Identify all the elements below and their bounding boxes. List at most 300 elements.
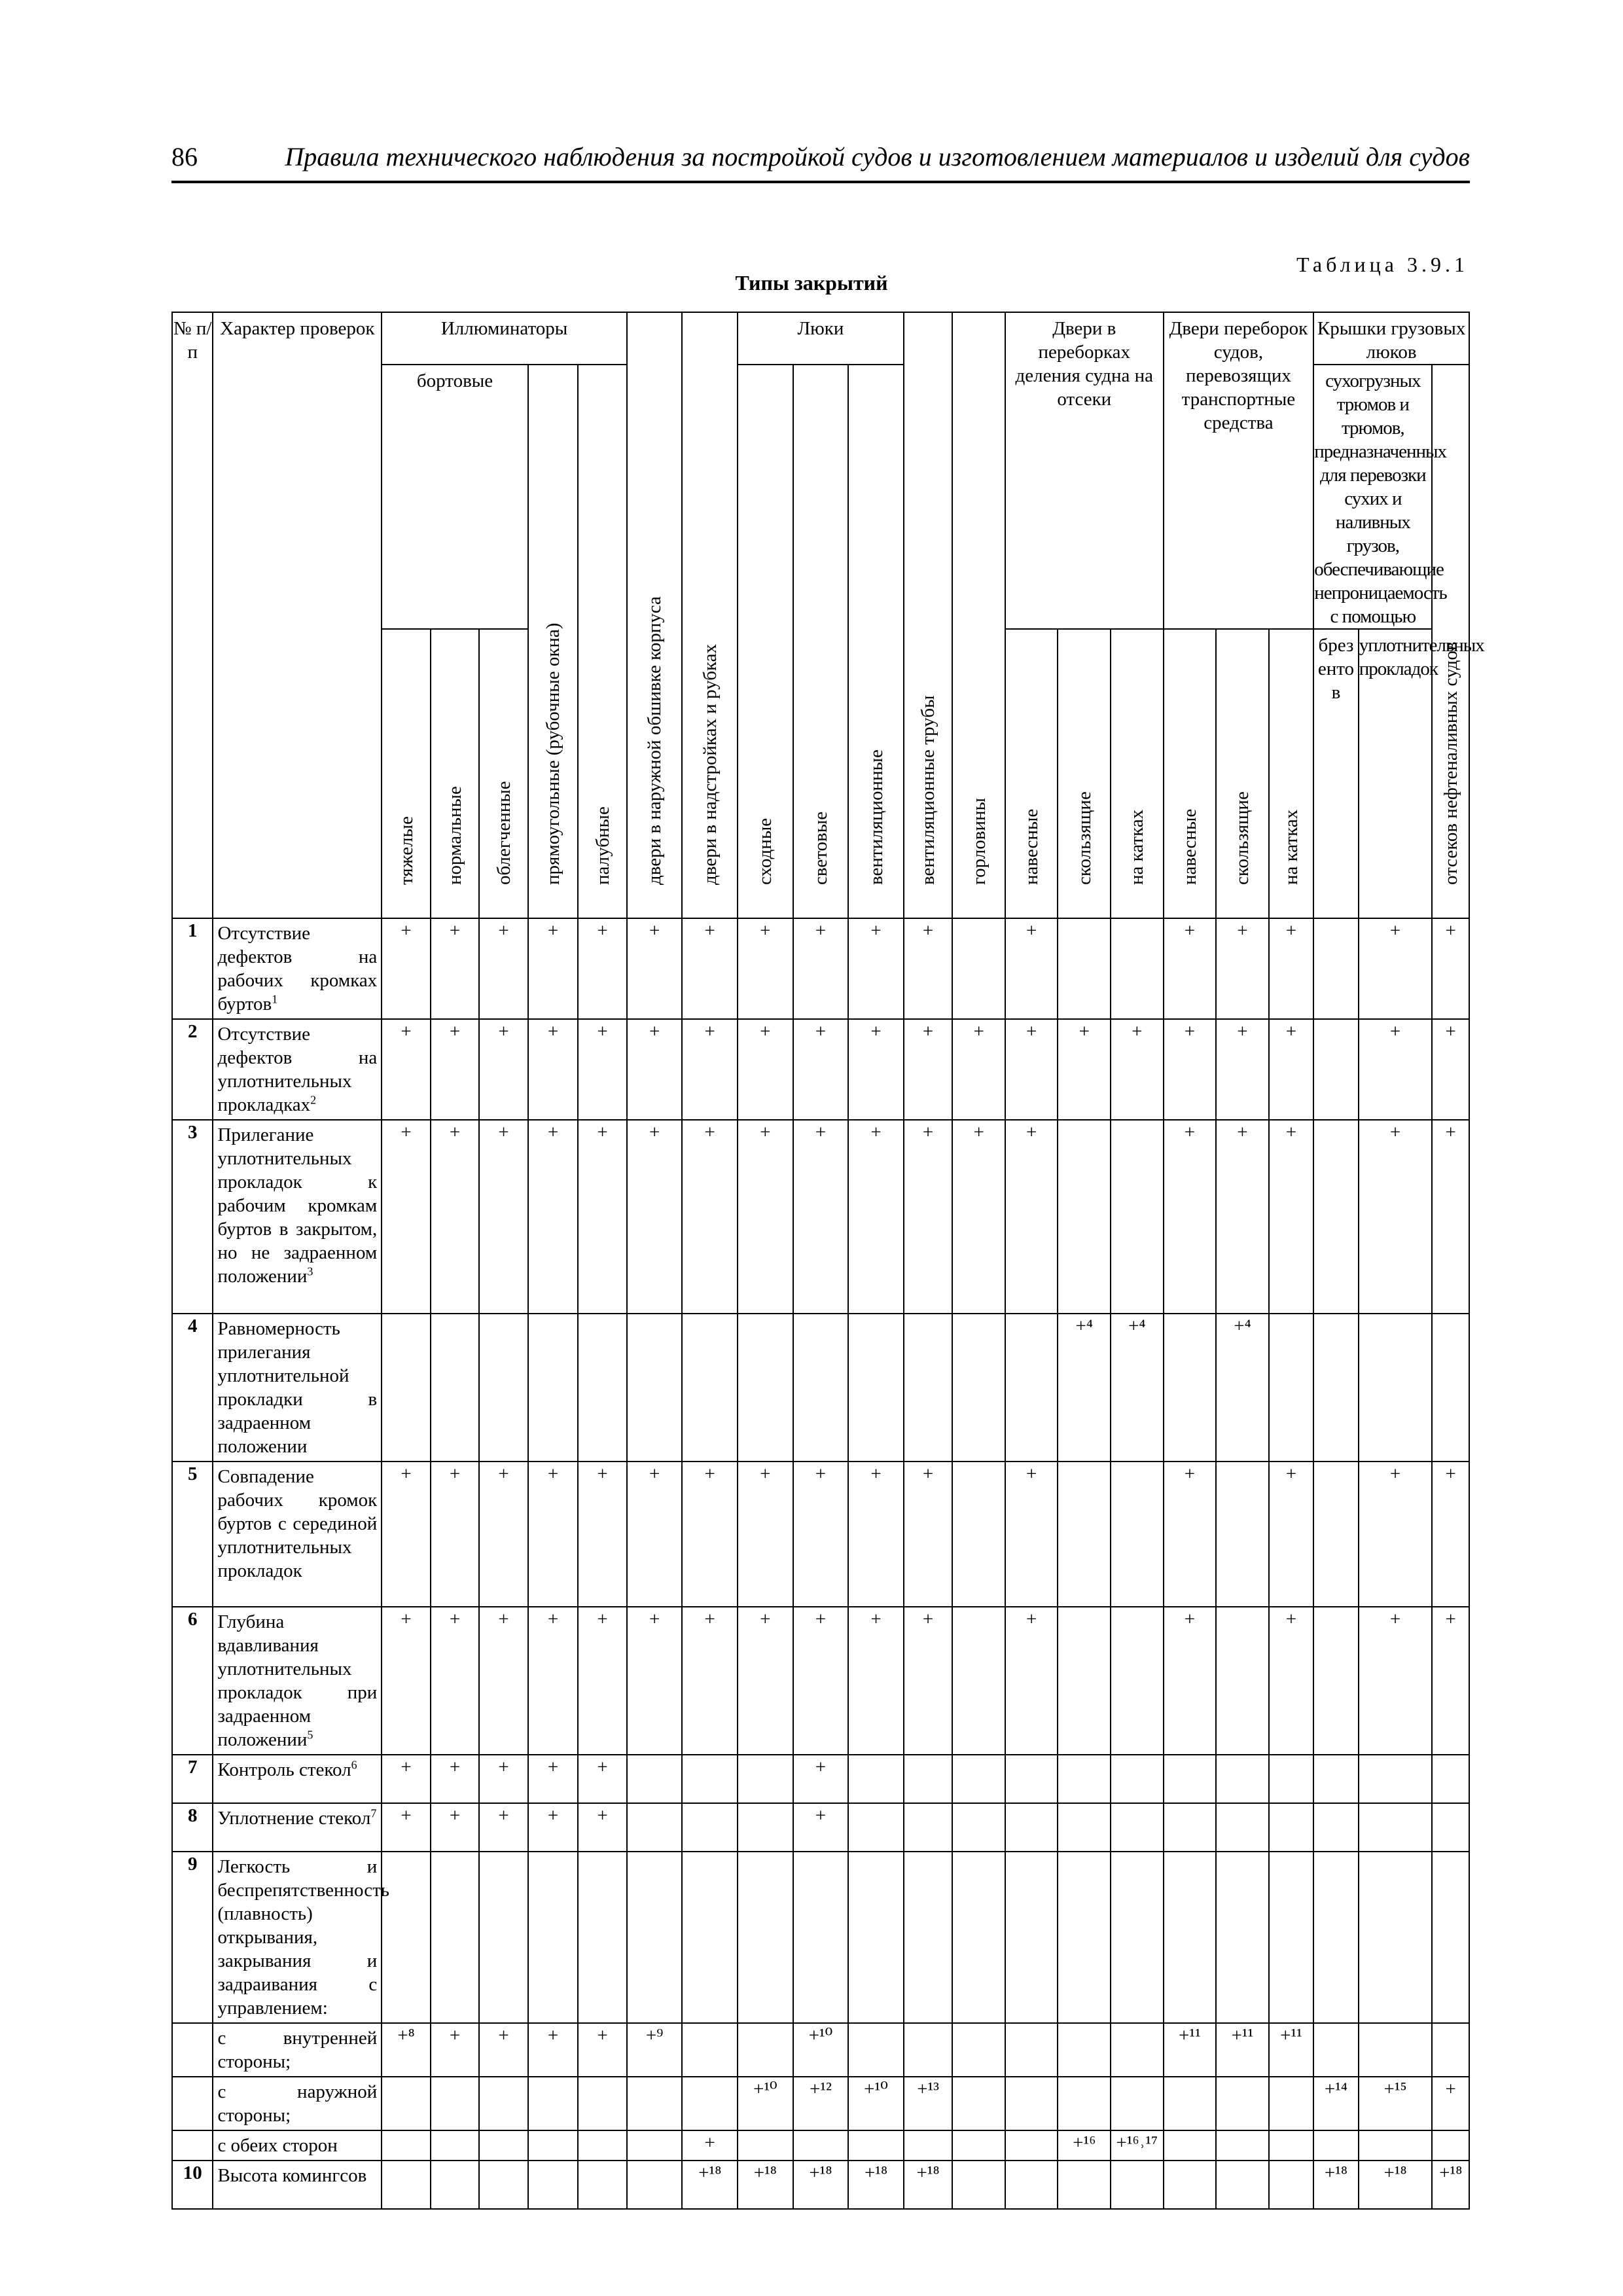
- mark-cell: [952, 1755, 1005, 1803]
- table-row: [172, 1755, 1469, 1803]
- row-number: [172, 2023, 213, 2077]
- mark-cell: [382, 1852, 431, 2023]
- mark-cell: +¹⁰: [793, 2023, 849, 2077]
- table-row: [172, 2023, 1469, 2077]
- mark-cell: [952, 2077, 1005, 2130]
- table-row: [172, 1607, 1469, 1755]
- mark-cell: [952, 2130, 1005, 2161]
- col-rolling-2: на катках: [1269, 629, 1313, 918]
- mark-cell: [1111, 918, 1164, 1019]
- mark-cell: +⁴: [1058, 1314, 1111, 1462]
- col-no: № п/п: [172, 312, 213, 918]
- mark-cell: [382, 2077, 431, 2130]
- mark-cell: [848, 1755, 904, 1803]
- col-deck: палубные: [578, 365, 627, 918]
- mark-cell: [1216, 1755, 1269, 1803]
- row-number: 2: [172, 1019, 213, 1120]
- mark-cell: +: [1216, 1120, 1269, 1314]
- table-label: Таблица 3.9.1: [1296, 253, 1469, 276]
- mark-cell: +: [1005, 1607, 1058, 1755]
- mark-cell: [738, 2130, 793, 2161]
- mark-cell: [904, 1803, 953, 1852]
- row-check-text: Легкость и беспрепятственность (плавность) открывания, закрывания и задраивания с управлением:: [213, 1852, 382, 2023]
- mark-cell: [904, 1314, 953, 1462]
- mark-cell: [1216, 1462, 1269, 1607]
- mark-cell: +: [1005, 1120, 1058, 1314]
- mark-cell: +: [479, 1462, 528, 1607]
- mark-cell: [848, 1852, 904, 2023]
- mark-cell: [431, 2130, 480, 2161]
- mark-cell: +: [904, 1462, 953, 1607]
- mark-cell: [1313, 1607, 1358, 1755]
- mark-cell: +: [793, 1120, 849, 1314]
- mark-cell: +: [528, 1120, 579, 1314]
- mark-cell: [1111, 1755, 1164, 1803]
- mark-cell: +: [1164, 1462, 1217, 1607]
- table-row: [172, 1462, 1469, 1607]
- mark-cell: [1005, 2023, 1058, 2077]
- mark-cell: +: [431, 1462, 480, 1607]
- mark-cell: +: [1269, 1462, 1313, 1607]
- mark-cell: +: [1269, 918, 1313, 1019]
- mark-cell: +: [793, 1462, 849, 1607]
- mark-cell: [1111, 1120, 1164, 1314]
- mark-cell: [578, 2077, 627, 2130]
- mark-cell: +¹⁸: [793, 2161, 849, 2209]
- closures-table: [171, 312, 1484, 2210]
- col-tarpaulin: брезентов: [1313, 629, 1358, 918]
- mark-cell: +¹³: [904, 2077, 953, 2130]
- mark-cell: +: [431, 1607, 480, 1755]
- mark-cell: [1058, 918, 1111, 1019]
- row-check-text: Контроль стекол$^6$: [213, 1755, 382, 1803]
- row-check-text: с обеих сторон: [213, 2130, 382, 2161]
- mark-cell: +: [431, 2023, 480, 2077]
- mark-cell: +: [793, 918, 849, 1019]
- table-row: [172, 1803, 1469, 1852]
- mark-cell: +: [1359, 1120, 1433, 1314]
- mark-cell: [627, 2077, 683, 2130]
- mark-cell: +: [904, 1019, 953, 1120]
- table-row: [172, 1314, 1469, 1462]
- mark-cell: [1432, 1755, 1469, 1803]
- mark-cell: +: [1432, 2077, 1469, 2130]
- mark-cell: [1432, 1314, 1469, 1462]
- mark-cell: [1313, 1852, 1358, 2023]
- mark-cell: [682, 1803, 738, 1852]
- mark-cell: +: [479, 1803, 528, 1852]
- table-row: [172, 1852, 1469, 2023]
- mark-cell: [431, 2161, 480, 2209]
- mark-cell: +⁴: [1216, 1314, 1269, 1462]
- table-row: [172, 2077, 1469, 2130]
- mark-cell: +¹⁸: [904, 2161, 953, 2209]
- mark-cell: [952, 2023, 1005, 2077]
- mark-cell: +: [479, 2023, 528, 2077]
- mark-cell: [479, 2130, 528, 2161]
- row-number: 10: [172, 2161, 213, 2209]
- mark-cell: +: [1216, 1019, 1269, 1120]
- row-number: 1: [172, 918, 213, 1019]
- mark-cell: [952, 1314, 1005, 1462]
- mark-cell: [1432, 2130, 1469, 2161]
- mark-cell: [578, 2161, 627, 2209]
- mark-cell: [1216, 1803, 1269, 1852]
- mark-cell: +¹⁸: [1432, 2161, 1469, 2209]
- mark-cell: [627, 1852, 683, 2023]
- mark-cell: +: [848, 1462, 904, 1607]
- mark-cell: [528, 2130, 579, 2161]
- mark-cell: +: [627, 1019, 683, 1120]
- mark-cell: +: [627, 1607, 683, 1755]
- mark-cell: +: [1359, 1462, 1433, 1607]
- mark-cell: +: [528, 1019, 579, 1120]
- col-gaskets: уплотнительных прокладок: [1359, 629, 1433, 918]
- mark-cell: +: [738, 918, 793, 1019]
- page-number: 86: [171, 142, 198, 171]
- col-dry-holds: сухогрузных трюмов и трюмов, предназначенных для перевозки сухих и наливных грузов, обеспечивающие непроницаемость с помощью: [1313, 365, 1432, 629]
- mark-cell: [952, 1607, 1005, 1755]
- mark-cell: [1111, 2077, 1164, 2130]
- mark-cell: +: [479, 918, 528, 1019]
- mark-cell: [1313, 1120, 1358, 1314]
- mark-cell: [904, 2130, 953, 2161]
- mark-cell: [382, 2130, 431, 2161]
- mark-cell: +⁹: [627, 2023, 683, 2077]
- mark-cell: [738, 1755, 793, 1803]
- col-skylight: световые: [793, 365, 849, 918]
- mark-cell: [627, 1314, 683, 1462]
- header-row-1: [172, 312, 1469, 365]
- mark-cell: [1216, 2077, 1269, 2130]
- running-title: Правила технического наблюдения за постройкой судов и изготовлением материалов и изделий для судов: [285, 142, 1470, 171]
- mark-cell: +: [431, 1803, 480, 1852]
- mark-cell: [682, 2077, 738, 2130]
- mark-cell: [904, 1852, 953, 2023]
- mark-cell: +: [578, 918, 627, 1019]
- mark-cell: +: [682, 1607, 738, 1755]
- mark-cell: +: [627, 918, 683, 1019]
- mark-cell: [1164, 2130, 1217, 2161]
- col-vent-pipes: вентиляционные трубы: [904, 312, 953, 918]
- mark-cell: [682, 1755, 738, 1803]
- mark-cell: +: [738, 1607, 793, 1755]
- mark-cell: [1164, 1803, 1217, 1852]
- mark-cell: +: [1164, 1019, 1217, 1120]
- mark-cell: +: [904, 1607, 953, 1755]
- mark-cell: +: [904, 918, 953, 1019]
- row-number: 7: [172, 1755, 213, 1803]
- mark-cell: +: [682, 1462, 738, 1607]
- mark-cell: [682, 2023, 738, 2077]
- mark-cell: [682, 1314, 738, 1462]
- mark-cell: +: [793, 1607, 849, 1755]
- mark-cell: [738, 1803, 793, 1852]
- mark-cell: +: [793, 1803, 849, 1852]
- mark-cell: [1313, 1019, 1358, 1120]
- col-doors-hull: двери в наружной обшивке корпуса: [627, 312, 683, 918]
- mark-cell: +: [848, 918, 904, 1019]
- table-row: [172, 1120, 1469, 1314]
- row-check-text: Отсутствие дефектов на рабочих кромках буртов$^1$: [213, 918, 382, 1019]
- mark-cell: [627, 2161, 683, 2209]
- col-side: бортовые: [382, 365, 528, 629]
- mark-cell: [1111, 1803, 1164, 1852]
- col-manholes: горловины: [952, 312, 1005, 918]
- mark-cell: +¹⁰: [738, 2077, 793, 2130]
- mark-cell: +¹⁸: [1313, 2161, 1358, 2209]
- mark-cell: +: [528, 1607, 579, 1755]
- mark-cell: [793, 1314, 849, 1462]
- mark-cell: +: [848, 1120, 904, 1314]
- row-check-text: Высота комингсов: [213, 2161, 382, 2209]
- mark-cell: +: [578, 1462, 627, 1607]
- mark-cell: [1005, 2130, 1058, 2161]
- col-light: облегченные: [479, 629, 528, 918]
- mark-cell: +: [528, 2023, 579, 2077]
- row-check-text: Совпадение рабочих кромок буртов с серединой уплотнительных прокладок: [213, 1462, 382, 1607]
- mark-cell: [578, 2130, 627, 2161]
- page-header: [171, 141, 1470, 181]
- row-check-text: Отсутствие дефектов на уплотнительных прокладках$^2$: [213, 1019, 382, 1120]
- mark-cell: +: [1359, 1019, 1433, 1120]
- mark-cell: [1058, 1803, 1111, 1852]
- row-check-text: с внутренней стороны;: [213, 2023, 382, 2077]
- mark-cell: +: [848, 1019, 904, 1120]
- mark-cell: [578, 1314, 627, 1462]
- row-check-text: Прилегание уплотнительных прокладок к рабочим кромкам буртов в закрытом, но не задраенном положении$^3$: [213, 1120, 382, 1314]
- mark-cell: [1111, 2023, 1164, 2077]
- mark-cell: [1164, 2077, 1217, 2130]
- mark-cell: +: [793, 1755, 849, 1803]
- mark-cell: [627, 1803, 683, 1852]
- mark-cell: [1216, 2161, 1269, 2209]
- mark-cell: +: [1164, 1607, 1217, 1755]
- mark-cell: +: [479, 1755, 528, 1803]
- mark-cell: [1216, 1607, 1269, 1755]
- mark-cell: [793, 2130, 849, 2161]
- mark-cell: [738, 2023, 793, 2077]
- mark-cell: [1058, 1607, 1111, 1755]
- mark-cell: [1313, 2130, 1358, 2161]
- col-hinged-2: навесные: [1164, 629, 1217, 918]
- mark-cell: [627, 2130, 683, 2161]
- table-title: Типы закрытий: [735, 271, 888, 295]
- mark-cell: [1005, 2161, 1058, 2209]
- mark-cell: +: [1432, 1019, 1469, 1120]
- col-heavy: тяжелые: [382, 629, 431, 918]
- mark-cell: +: [528, 918, 579, 1019]
- mark-cell: [738, 1314, 793, 1462]
- mark-cell: [1313, 1803, 1358, 1852]
- mark-cell: +: [578, 1019, 627, 1120]
- mark-cell: +: [738, 1019, 793, 1120]
- mark-cell: [1359, 2023, 1433, 2077]
- mark-cell: +: [382, 1803, 431, 1852]
- mark-cell: [1058, 2077, 1111, 2130]
- mark-cell: [1269, 2130, 1313, 2161]
- mark-cell: +: [1432, 918, 1469, 1019]
- mark-cell: [1058, 1852, 1111, 2023]
- mark-cell: [738, 1852, 793, 2023]
- row-number: 8: [172, 1803, 213, 1852]
- col-sliding-2: скользящие: [1216, 629, 1269, 918]
- header-rule: [171, 181, 1470, 183]
- mark-cell: +: [382, 1607, 431, 1755]
- row-number: 9: [172, 1852, 213, 2023]
- mark-cell: +: [738, 1462, 793, 1607]
- mark-cell: +: [1269, 1019, 1313, 1120]
- mark-cell: +: [1432, 1607, 1469, 1755]
- mark-cell: [1269, 2077, 1313, 2130]
- mark-cell: [1164, 2161, 1217, 2209]
- mark-cell: [682, 1852, 738, 2023]
- mark-cell: +: [1058, 1019, 1111, 1120]
- mark-cell: [1269, 1755, 1313, 1803]
- mark-cell: +: [848, 1607, 904, 1755]
- mark-cell: [1359, 2130, 1433, 2161]
- mark-cell: [848, 1803, 904, 1852]
- col-vent-hatch: вентиляционные: [848, 365, 904, 918]
- table-row: [172, 2130, 1469, 2161]
- mark-cell: +: [528, 1755, 579, 1803]
- mark-cell: [1058, 2023, 1111, 2077]
- row-check-text: с наружной стороны;: [213, 2077, 382, 2130]
- row-number: 6: [172, 1607, 213, 1755]
- mark-cell: [1005, 1852, 1058, 2023]
- mark-cell: [952, 1852, 1005, 2023]
- mark-cell: [952, 1803, 1005, 1852]
- mark-cell: +: [479, 1607, 528, 1755]
- mark-cell: +: [382, 918, 431, 1019]
- mark-cell: [431, 1314, 480, 1462]
- col-oil-tanks: отсеков нефтеналивных судов: [1432, 365, 1469, 918]
- table-row: [172, 918, 1469, 1019]
- mark-cell: [1359, 1755, 1433, 1803]
- mark-cell: +: [1359, 918, 1433, 1019]
- mark-cell: [1359, 1803, 1433, 1852]
- mark-cell: [627, 1755, 683, 1803]
- col-cargo-covers: Крышки грузовых люков: [1313, 312, 1469, 365]
- mark-cell: +: [578, 1803, 627, 1852]
- mark-cell: +: [479, 1019, 528, 1120]
- mark-cell: [1432, 1852, 1469, 2023]
- mark-cell: [1058, 1755, 1111, 1803]
- mark-cell: +: [627, 1462, 683, 1607]
- row-number: [172, 2130, 213, 2161]
- mark-cell: [1269, 1803, 1313, 1852]
- mark-cell: +: [1164, 918, 1217, 1019]
- mark-cell: +¹⁸: [1359, 2161, 1433, 2209]
- mark-cell: [1216, 1852, 1269, 2023]
- mark-cell: [1164, 1852, 1217, 2023]
- row-number: 5: [172, 1462, 213, 1607]
- mark-cell: +: [431, 1120, 480, 1314]
- mark-cell: +: [1005, 918, 1058, 1019]
- mark-cell: +¹²: [793, 2077, 849, 2130]
- mark-cell: +: [1432, 1462, 1469, 1607]
- mark-cell: [479, 1852, 528, 2023]
- table-row: [172, 1019, 1469, 1120]
- mark-cell: +: [682, 918, 738, 1019]
- mark-cell: [848, 1314, 904, 1462]
- mark-cell: +: [682, 1019, 738, 1120]
- mark-cell: [528, 1852, 579, 2023]
- mark-cell: [578, 1852, 627, 2023]
- mark-cell: [479, 2077, 528, 2130]
- mark-cell: [848, 2130, 904, 2161]
- mark-cell: +: [431, 1019, 480, 1120]
- mark-cell: +: [682, 1120, 738, 1314]
- mark-cell: +¹¹: [1216, 2023, 1269, 2077]
- mark-cell: [952, 1462, 1005, 1607]
- mark-cell: [1313, 918, 1358, 1019]
- mark-cell: +: [1269, 1120, 1313, 1314]
- mark-cell: [1111, 1462, 1164, 1607]
- mark-cell: +: [1269, 1607, 1313, 1755]
- mark-cell: [793, 1852, 849, 2023]
- mark-cell: [1005, 1314, 1058, 1462]
- mark-cell: [1111, 1607, 1164, 1755]
- mark-cell: +: [1359, 1607, 1433, 1755]
- col-illuminators: Иллюминаторы: [382, 312, 627, 365]
- mark-cell: [1111, 2161, 1164, 2209]
- mark-cell: [1313, 2023, 1358, 2077]
- mark-cell: [1058, 1462, 1111, 1607]
- mark-cell: [1164, 1755, 1217, 1803]
- mark-cell: [1216, 2130, 1269, 2161]
- mark-cell: [528, 2161, 579, 2209]
- mark-cell: [1432, 1803, 1469, 1852]
- mark-cell: +: [578, 1120, 627, 1314]
- mark-cell: [1359, 1314, 1433, 1462]
- mark-cell: +: [528, 1462, 579, 1607]
- mark-cell: +: [904, 1120, 953, 1314]
- mark-cell: +⁴: [1111, 1314, 1164, 1462]
- mark-cell: +: [1005, 1019, 1058, 1120]
- mark-cell: +: [578, 1607, 627, 1755]
- mark-cell: +: [738, 1120, 793, 1314]
- mark-cell: [1164, 1314, 1217, 1462]
- mark-cell: [1359, 1852, 1433, 2023]
- mark-cell: +: [382, 1755, 431, 1803]
- mark-cell: +¹¹: [1269, 2023, 1313, 2077]
- col-sliding-1: скользящие: [1058, 629, 1111, 918]
- mark-cell: +: [578, 2023, 627, 2077]
- mark-cell: +: [682, 2130, 738, 2161]
- mark-cell: [1313, 1755, 1358, 1803]
- col-doors-bulkhead: Двери в переборках деления судна на отсеки: [1005, 312, 1164, 629]
- row-check-text: Равномерность прилегания уплотнительной прокладки в задраенном положении: [213, 1314, 382, 1462]
- mark-cell: [1269, 1852, 1313, 2023]
- mark-cell: +: [952, 1120, 1005, 1314]
- mark-cell: +: [479, 1120, 528, 1314]
- mark-cell: +: [1005, 1462, 1058, 1607]
- mark-cell: [382, 2161, 431, 2209]
- mark-cell: [479, 1314, 528, 1462]
- mark-cell: [382, 1314, 431, 1462]
- mark-cell: +¹⁸: [682, 2161, 738, 2209]
- mark-cell: [1432, 2023, 1469, 2077]
- mark-cell: +: [627, 1120, 683, 1314]
- mark-cell: +: [382, 1019, 431, 1120]
- col-normal: нормальные: [431, 629, 480, 918]
- col-check: Характер проверок: [213, 312, 382, 918]
- row-check-text: Уплотнение стекол$^7$: [213, 1803, 382, 1852]
- mark-cell: [431, 2077, 480, 2130]
- row-number: 3: [172, 1120, 213, 1314]
- mark-cell: [1005, 1803, 1058, 1852]
